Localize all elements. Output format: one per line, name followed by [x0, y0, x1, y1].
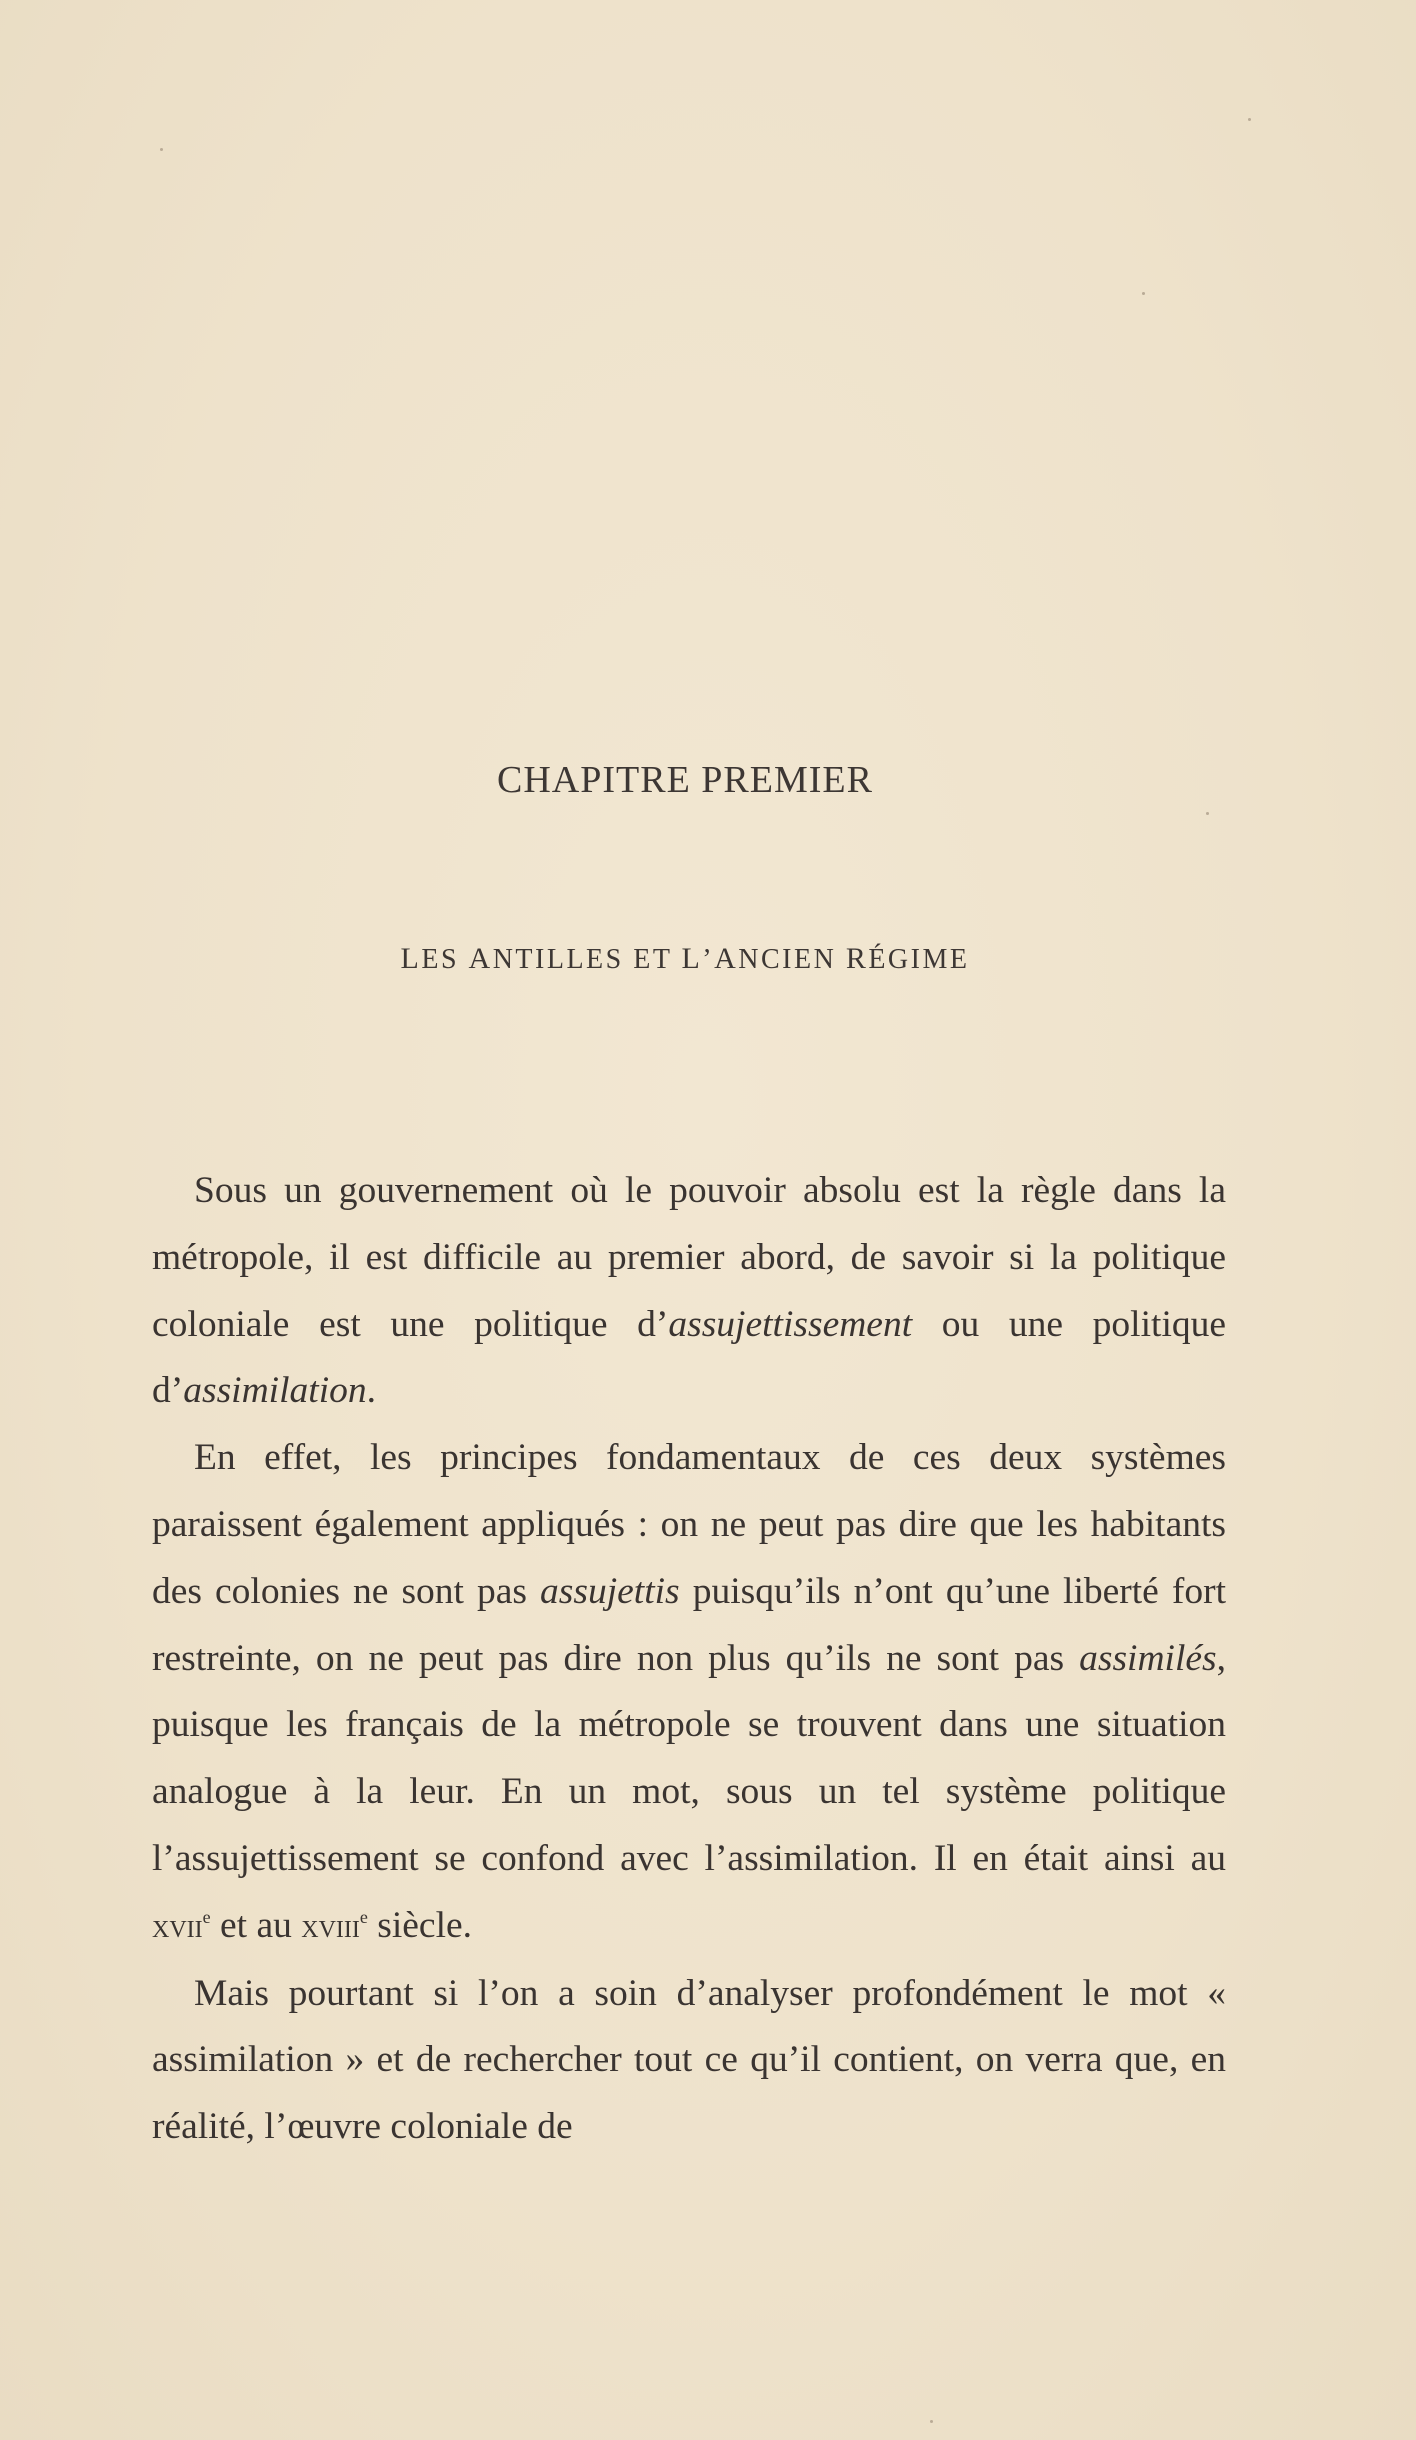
paragraph: Mais pourtant si l’on a soin d’analyser profondément le mot « assimilation » et de rechercher tout ce qu’il contient, on verra que, en réalité, l’œuvre coloniale de — [152, 1972, 1226, 2148]
paragraph: En effet, les principes fondamentaux de ces deux systèmes paraissent également appliqués : on ne peut pas dire que les habitants des colonies ne sont pas assujettis puisqu’ils n’ont qu’une liberté fort restreinte, on ne peut pas dire non plus qu’ils ne sont pas assimilés, puisque les français de la métropole se trouvent dans une situation analogue à la leur. En un mot, sous un tel système politique l’assujettissement se confond avec l’assimilation. Il en était ainsi au xvii$^e$ et au xviii$^e$ siècle. — [152, 1437, 1226, 1946]
paper-speck — [160, 148, 163, 151]
paper-speck — [1248, 118, 1251, 121]
paper-speck — [930, 2420, 933, 2423]
chapter-heading: CHAPITRE PREMIER — [497, 759, 873, 801]
body-text — [152, 1158, 1226, 2161]
paragraph: Sous un gouvernement où le pouvoir absolu est la règle dans la métropole, il est difficile au premier abord, de savoir si la politique coloniale est une politique d’assujettissement ou une politique d’assimilation. — [152, 1170, 1227, 1412]
paper-speck — [1206, 812, 1209, 815]
paper-speck — [1142, 292, 1145, 295]
chapter-subtitle: LES ANTILLES ET L’ANCIEN RÉGIME — [400, 942, 970, 975]
